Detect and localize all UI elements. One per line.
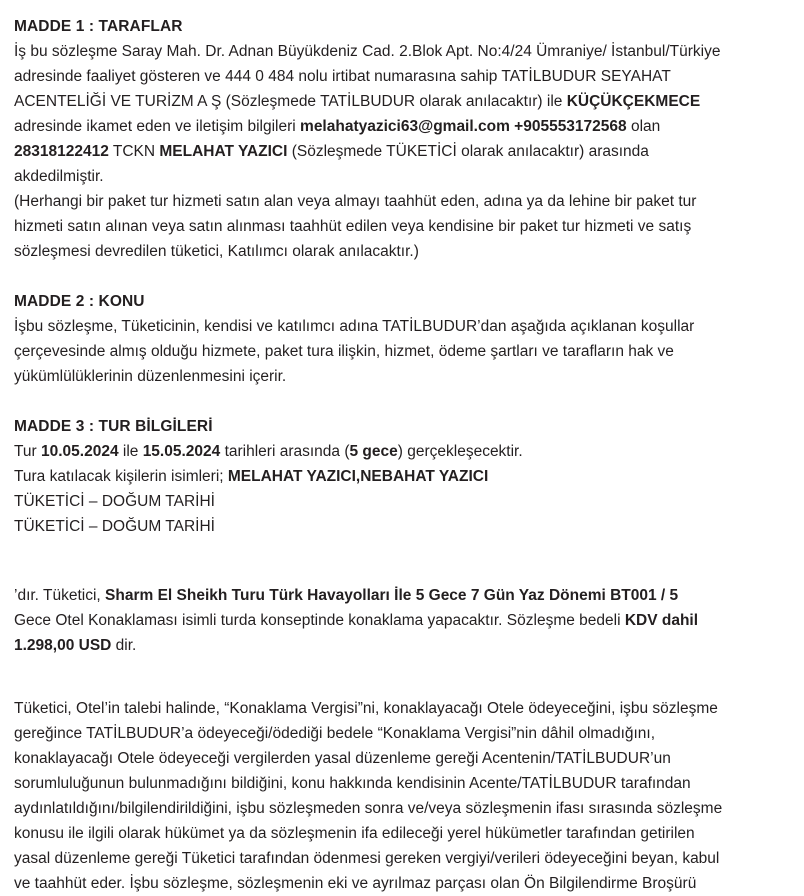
text-run-bold: MELAHAT YAZICI,NEBAHAT YAZICI (227, 468, 489, 485)
text-run-bold: MELAHAT YAZICI (159, 143, 288, 160)
section-heading: MADDE 1 : TARAFLAR (14, 18, 183, 35)
section-madde-2 (14, 289, 804, 389)
text-line (14, 514, 804, 539)
section-madde-3 (14, 414, 804, 539)
section-madde-1 (14, 14, 804, 264)
text-run: ’dır. Tüketici, (14, 587, 106, 604)
text-run: ) gerçekleşecektir. (397, 443, 523, 460)
text-run-bold: 15.05.2024 (142, 443, 221, 460)
text-run: İşbu sözleşme, Tüketicinin, kendisi ve katılımcı adına TATİLBUDUR’dan aşağıda açıklanan koşullar (14, 318, 695, 335)
text-run-bold: 5 gece (349, 443, 398, 460)
text-line (14, 164, 804, 189)
text-line (14, 771, 804, 796)
text-run: Tura katılacak kişilerin isimleri; (14, 468, 228, 485)
text-line (14, 746, 804, 771)
section-konaklama-vergisi (14, 696, 804, 896)
text-run: ACENTELİĞİ VE TURİZM A Ş (Sözleşmede TATİLBUDUR olarak anılacaktır) ile (14, 93, 567, 110)
text-run: adresinde faaliyet gösteren ve 444 0 484 nolu irtibat numarasına sahip TATİLBUDUR SEYAHAT (14, 68, 671, 85)
text-line (14, 439, 804, 464)
document-body (14, 14, 804, 896)
text-run: akdedilmiştir. (14, 168, 104, 185)
text-run: TCKN (108, 143, 160, 160)
text-line (14, 239, 804, 264)
text-run-bold: 1.298,00 USD (14, 637, 112, 654)
text-run: olan (626, 118, 661, 135)
text-run-bold: KDV dahil (624, 612, 699, 629)
text-line (14, 464, 804, 489)
text-line (14, 608, 804, 633)
text-run-bold: 10.05.2024 (40, 443, 119, 460)
text-run: aydınlatıldığını/bilgilendirildiğini, işbu sözleşmeden sonra ve/veya sözleşmenin ifası sırasında sözleşme (14, 800, 723, 817)
text-line (14, 633, 804, 658)
text-run: Tüketici, Otel’in talebi halinde, “Konaklama Vergisi”ni, konaklayacağı Otele ödeyeceğini, işbu sözleşme (14, 700, 718, 717)
section-heading: MADDE 2 : KONU (14, 293, 145, 310)
text-line (14, 583, 804, 608)
text-run: Tur (14, 443, 41, 460)
section-spacer (14, 264, 804, 289)
text-line (14, 139, 804, 164)
text-run: adresinde ikamet eden ve iletişim bilgileri (14, 118, 301, 135)
text-run: dir. (111, 637, 137, 654)
section-spacer (14, 658, 804, 696)
text-line (14, 214, 804, 239)
section-spacer (14, 539, 804, 583)
text-run: konaklayacağı Otele ödeyeceği vergilerden yasal düzenleme gereği Acentenin/TATİLBUDUR’un (14, 750, 671, 767)
text-run: çerçevesinde almış olduğu hizmete, paket tura ilişkin, hizmet, ödeme şartları ve tarafların hak ve (14, 343, 674, 360)
text-run: yükümlülüklerinin düzenlenmesini içerir. (14, 368, 287, 385)
text-line (14, 489, 804, 514)
text-run: (Sözleşmede TÜKETİCİ olarak anılacaktır) arasında (287, 143, 649, 160)
text-run: tarihleri arasında ( (220, 443, 350, 460)
text-line (14, 39, 804, 64)
section-tur-detay (14, 583, 804, 658)
text-run-bold: Sharm El Sheikh Turu Türk Havayolları İle 5 Gece 7 Gün Yaz Dönemi BT001 / 5 (105, 587, 679, 604)
text-run: Gece Otel Konaklaması isimli turda konseptinde konaklama yapacaktır. Sözleşme bedeli (14, 612, 625, 629)
text-run: hizmeti satın alınan veya satın alınması taahhüt edilen veya kendisine bir paket tur hizmeti ve satış (14, 218, 692, 235)
text-line (14, 721, 804, 746)
text-run: ve taahhüt eder. İşbu sözleşme, sözleşmenin eki ve ayrılmaz parçası olan Ön Bilgilendirme Broşürü (14, 875, 697, 892)
text-run: konusu ile ilgili olarak hükümet ya da sözleşmenin ifa edileceği yerel hükümetler tarafından getirilen (14, 825, 695, 842)
text-run: ile (118, 443, 143, 460)
text-run-bold: KÜÇÜKÇEKMECE (566, 93, 701, 110)
section-heading: MADDE 3 : TUR BİLGİLERİ (14, 418, 213, 435)
text-line (14, 696, 804, 721)
text-line (14, 364, 804, 389)
text-run-bold: 28318122412 (14, 143, 109, 160)
text-run-bold: melahatyazici63@gmail.com +905553172568 (300, 118, 627, 135)
text-line (14, 339, 804, 364)
text-line (14, 114, 804, 139)
text-line (14, 89, 804, 114)
text-line (14, 846, 804, 871)
text-run: sorumluluğunun bulunmadığını bildiğini, konu hakkında kendisinin Acente/TATİLBUDUR tarafından (14, 775, 691, 792)
text-run: TÜKETİCİ – DOĞUM TARİHİ (14, 493, 215, 510)
text-line (14, 796, 804, 821)
text-run: İş bu sözleşme Saray Mah. Dr. Adnan Büyükdeniz Cad. 2.Blok Apt. No:4/24 Ümraniye/ İstanbul/Türkiye (14, 43, 721, 60)
text-run: gereğince TATİLBUDUR’a ödeyeceği/ödediği bedele “Konaklama Vergisi”nin dâhil olmadığını, (14, 725, 656, 742)
text-line (14, 314, 804, 339)
text-line (14, 821, 804, 846)
text-run: (Herhangi bir paket tur hizmeti satın alan veya almayı taahhüt eden, adına ya da lehine bir paket tur (14, 193, 697, 210)
text-run: sözleşmesi devredilen tüketici, Katılımcı olarak anılacaktır.) (14, 243, 419, 260)
text-line (14, 64, 804, 89)
section-spacer (14, 389, 804, 414)
text-line (14, 189, 804, 214)
text-line (14, 871, 804, 896)
text-run: yasal düzenleme gereği Tüketici tarafından ödenmesi gereken vergiyi/verileri ödeyeceğini beyan, kabul (14, 850, 720, 867)
text-run: TÜKETİCİ – DOĞUM TARİHİ (14, 518, 215, 535)
